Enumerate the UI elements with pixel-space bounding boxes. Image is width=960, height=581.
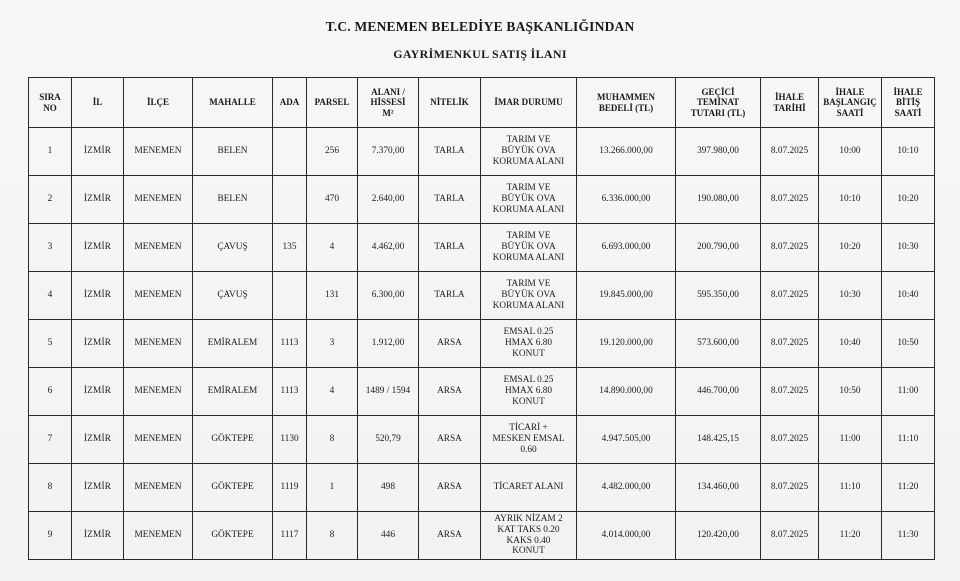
- cell-ihale-bitis: 10:20: [882, 176, 935, 224]
- column-header-line: TEMİNAT: [696, 97, 740, 108]
- cell-muhammen-bedel: 14.890.000,00: [577, 368, 676, 416]
- cell-line: AYRIK NİZAM 2: [494, 514, 563, 525]
- column-header-ihale-baslangic: [819, 78, 882, 128]
- column-header-parsel: [307, 78, 358, 128]
- cell-line: TARIM VE: [506, 279, 551, 290]
- cell-imar-durumu: [481, 128, 577, 176]
- column-header-ihale-bitis: [882, 78, 935, 128]
- column-header-line: ADA: [279, 97, 300, 108]
- cell-ilce: MENEMEN: [124, 416, 193, 464]
- column-header-line: TARİHİ: [773, 102, 806, 113]
- cell-ihale-bitis: 10:30: [882, 224, 935, 272]
- cell-line: KONUT: [512, 348, 545, 359]
- cell-line: TİCARİ +: [509, 423, 548, 434]
- column-header-line: İHALE: [774, 92, 804, 103]
- table-row: [29, 176, 935, 224]
- cell-mahalle: EMİRALEM: [193, 320, 273, 368]
- cell-il: İZMİR: [72, 224, 124, 272]
- cell-line: KORUMA ALANI: [492, 204, 565, 215]
- cell-line: HMAX 6.80: [504, 338, 552, 349]
- cell-line: BÜYÜK OVA: [501, 290, 556, 301]
- cell-ihale-tarihi: 8.07.2025: [761, 224, 819, 272]
- cell-ihale-tarihi: 8.07.2025: [761, 416, 819, 464]
- cell-mahalle: ÇAVUŞ: [193, 272, 273, 320]
- table-row: [29, 224, 935, 272]
- column-header-nitelik: [419, 78, 481, 128]
- cell-parsel: 4: [307, 224, 358, 272]
- cell-ihale-baslangic: 10:50: [819, 368, 882, 416]
- cell-sira-no: 8: [29, 464, 72, 512]
- cell-gecici-teminat: 446.700,00: [676, 368, 761, 416]
- cell-gecici-teminat: 148.425,15: [676, 416, 761, 464]
- cell-line: BÜYÜK OVA: [501, 194, 556, 205]
- cell-ada: [273, 176, 307, 224]
- cell-ada: [273, 128, 307, 176]
- cell-ilce: MENEMEN: [124, 176, 193, 224]
- cell-gecici-teminat: 120.420,00: [676, 512, 761, 560]
- cell-ihale-baslangic: 10:00: [819, 128, 882, 176]
- cell-mahalle: EMİRALEM: [193, 368, 273, 416]
- cell-ilce: MENEMEN: [124, 224, 193, 272]
- cell-ada: [273, 272, 307, 320]
- cell-imar-durumu: [481, 464, 577, 512]
- cell-imar-durumu: [481, 512, 577, 560]
- column-header-line: HİSSESİ: [370, 97, 406, 108]
- column-header-line: NO: [43, 102, 57, 113]
- cell-ilce: MENEMEN: [124, 368, 193, 416]
- cell-gecici-teminat: 595.350,00: [676, 272, 761, 320]
- cell-muhammen-bedel: 13.266.000,00: [577, 128, 676, 176]
- cell-sira-no: 7: [29, 416, 72, 464]
- cell-nitelik: ARSA: [419, 368, 481, 416]
- cell-alan: 1.912,00: [358, 320, 419, 368]
- cell-mahalle: GÖKTEPE: [193, 512, 273, 560]
- cell-gecici-teminat: 200.790,00: [676, 224, 761, 272]
- cell-nitelik: ARSA: [419, 512, 481, 560]
- cell-parsel: 1: [307, 464, 358, 512]
- column-header-muhammen-bedel: [577, 78, 676, 128]
- cell-ihale-baslangic: 11:00: [819, 416, 882, 464]
- column-header-imar-durumu: [481, 78, 577, 128]
- cell-parsel: 131: [307, 272, 358, 320]
- column-header-ihale-tarihi: [761, 78, 819, 128]
- cell-il: İZMİR: [72, 128, 124, 176]
- cell-line: EMSAL 0.25: [503, 327, 554, 338]
- cell-ihale-baslangic: 10:20: [819, 224, 882, 272]
- column-header-line: BAŞLANGIÇ: [823, 97, 877, 108]
- cell-il: İZMİR: [72, 272, 124, 320]
- cell-line: MESKEN EMSAL: [492, 434, 565, 445]
- cell-line: TARIM VE: [506, 231, 551, 242]
- cell-mahalle: BELEN: [193, 176, 273, 224]
- cell-il: İZMİR: [72, 320, 124, 368]
- cell-nitelik: ARSA: [419, 416, 481, 464]
- cell-ihale-baslangic: 11:20: [819, 512, 882, 560]
- cell-gecici-teminat: 190.080,00: [676, 176, 761, 224]
- column-header-line: SAATİ: [894, 107, 922, 118]
- cell-il: İZMİR: [72, 416, 124, 464]
- cell-ihale-bitis: 10:10: [882, 128, 935, 176]
- cell-sira-no: 5: [29, 320, 72, 368]
- column-header-line: İHALE: [893, 86, 923, 97]
- column-header-line: TUTARI (TL): [690, 107, 746, 118]
- cell-ihale-baslangic: 10:40: [819, 320, 882, 368]
- cell-sira-no: 2: [29, 176, 72, 224]
- table-row: [29, 320, 935, 368]
- column-header-line: İHALE: [835, 86, 865, 97]
- column-header-ilce: [124, 78, 193, 128]
- cell-ihale-baslangic: 10:10: [819, 176, 882, 224]
- cell-ilce: MENEMEN: [124, 272, 193, 320]
- cell-nitelik: TARLA: [419, 128, 481, 176]
- cell-parsel: 4: [307, 368, 358, 416]
- cell-ihale-baslangic: 11:10: [819, 464, 882, 512]
- column-header-line: MUHAMMEN: [597, 92, 655, 103]
- cell-nitelik: ARSA: [419, 320, 481, 368]
- column-header-line: SAATİ: [836, 107, 864, 118]
- cell-nitelik: TARLA: [419, 176, 481, 224]
- column-header-mahalle: [193, 78, 273, 128]
- column-header-gecici-teminat: [676, 78, 761, 128]
- cell-il: İZMİR: [72, 368, 124, 416]
- cell-imar-durumu: [481, 368, 577, 416]
- cell-nitelik: TARLA: [419, 224, 481, 272]
- cell-sira-no: 6: [29, 368, 72, 416]
- cell-nitelik: TARLA: [419, 272, 481, 320]
- cell-il: İZMİR: [72, 464, 124, 512]
- cell-sira-no: 9: [29, 512, 72, 560]
- column-header-alan: [358, 78, 419, 128]
- cell-ihale-bitis: 11:10: [882, 416, 935, 464]
- column-header-line: İL: [92, 97, 103, 108]
- cell-parsel: 256: [307, 128, 358, 176]
- cell-muhammen-bedel: 6.336.000,00: [577, 176, 676, 224]
- cell-gecici-teminat: 134.460,00: [676, 464, 761, 512]
- cell-sira-no: 1: [29, 128, 72, 176]
- cell-ihale-tarihi: 8.07.2025: [761, 128, 819, 176]
- cell-mahalle: BELEN: [193, 128, 273, 176]
- cell-imar-durumu: [481, 176, 577, 224]
- cell-parsel: 8: [307, 416, 358, 464]
- cell-ihale-bitis: 11:00: [882, 368, 935, 416]
- cell-imar-durumu: [481, 224, 577, 272]
- column-header-line: M²: [382, 107, 394, 118]
- column-header-line: BEDELİ (TL): [598, 102, 654, 113]
- property-sale-table: [28, 77, 935, 560]
- cell-imar-durumu: [481, 416, 577, 464]
- cell-gecici-teminat: 397.980,00: [676, 128, 761, 176]
- column-header-ada: [273, 78, 307, 128]
- cell-line: TİCARET ALANI: [493, 482, 564, 493]
- cell-ada: 135: [273, 224, 307, 272]
- cell-line: TARIM VE: [506, 183, 551, 194]
- table-row: [29, 512, 935, 560]
- table-row: [29, 464, 935, 512]
- table-row: [29, 272, 935, 320]
- table-row: [29, 368, 935, 416]
- cell-alan: 1489 / 1594: [358, 368, 419, 416]
- cell-alan: 6.300,00: [358, 272, 419, 320]
- cell-line: BÜYÜK OVA: [501, 146, 556, 157]
- cell-sira-no: 3: [29, 224, 72, 272]
- cell-sira-no: 4: [29, 272, 72, 320]
- cell-line: HMAX 6.80: [504, 386, 552, 397]
- cell-ihale-tarihi: 8.07.2025: [761, 272, 819, 320]
- cell-line: KORUMA ALANI: [492, 252, 565, 263]
- cell-muhammen-bedel: 4.482.000,00: [577, 464, 676, 512]
- cell-line: 0.60: [520, 444, 537, 455]
- cell-alan: 520,79: [358, 416, 419, 464]
- cell-line: KAT TAKS 0.20: [497, 524, 560, 535]
- column-header-line: MAHALLE: [209, 97, 256, 108]
- cell-ilce: MENEMEN: [124, 464, 193, 512]
- cell-ihale-bitis: 11:20: [882, 464, 935, 512]
- table-row: [29, 128, 935, 176]
- document-subtitle: GAYRİMENKUL SATIŞ İLANI: [393, 47, 567, 61]
- cell-muhammen-bedel: 6.693.000,00: [577, 224, 676, 272]
- cell-mahalle: ÇAVUŞ: [193, 224, 273, 272]
- cell-gecici-teminat: 573.600,00: [676, 320, 761, 368]
- cell-alan: 7.370,00: [358, 128, 419, 176]
- cell-line: TARIM VE: [506, 135, 551, 146]
- cell-ihale-tarihi: 8.07.2025: [761, 176, 819, 224]
- column-header-line: GEÇİCİ: [701, 86, 735, 97]
- cell-alan: 446: [358, 512, 419, 560]
- cell-line: KORUMA ALANI: [492, 300, 565, 311]
- table-header-row: [29, 78, 935, 128]
- cell-muhammen-bedel: 4.947.505,00: [577, 416, 676, 464]
- cell-alan: 498: [358, 464, 419, 512]
- cell-ihale-baslangic: 10:30: [819, 272, 882, 320]
- cell-ilce: MENEMEN: [124, 512, 193, 560]
- cell-nitelik: ARSA: [419, 464, 481, 512]
- cell-line: KORUMA ALANI: [492, 156, 565, 167]
- cell-ihale-bitis: 10:50: [882, 320, 935, 368]
- cell-parsel: 470: [307, 176, 358, 224]
- document-title: T.C. MENEMEN BELEDİYE BAŞKANLIĞINDAN: [325, 19, 635, 34]
- cell-line: KONUT: [512, 546, 545, 557]
- cell-alan: 4.462,00: [358, 224, 419, 272]
- cell-muhammen-bedel: 4.014.000,00: [577, 512, 676, 560]
- cell-ilce: MENEMEN: [124, 320, 193, 368]
- cell-ihale-bitis: 11:30: [882, 512, 935, 560]
- column-header-sira-no: [29, 78, 72, 128]
- column-header-line: NİTELİK: [430, 97, 469, 108]
- cell-ihale-tarihi: 8.07.2025: [761, 368, 819, 416]
- column-header-line: İMAR DURUMU: [494, 97, 563, 108]
- cell-ihale-tarihi: 8.07.2025: [761, 464, 819, 512]
- cell-ada: 1119: [273, 464, 307, 512]
- cell-ilce: MENEMEN: [124, 128, 193, 176]
- cell-muhammen-bedel: 19.845.000,00: [577, 272, 676, 320]
- cell-ada: 1117: [273, 512, 307, 560]
- cell-parsel: 3: [307, 320, 358, 368]
- cell-ihale-tarihi: 8.07.2025: [761, 512, 819, 560]
- cell-alan: 2.640,00: [358, 176, 419, 224]
- cell-ihale-bitis: 10:40: [882, 272, 935, 320]
- cell-line: BÜYÜK OVA: [501, 242, 556, 253]
- cell-ihale-tarihi: 8.07.2025: [761, 320, 819, 368]
- cell-imar-durumu: [481, 272, 577, 320]
- column-header-line: BİTİŞ: [895, 97, 921, 108]
- cell-line: KAKS 0.40: [506, 535, 551, 546]
- cell-ada: 1113: [273, 368, 307, 416]
- cell-parsel: 8: [307, 512, 358, 560]
- cell-ada: 1130: [273, 416, 307, 464]
- column-header-line: SIRA: [39, 92, 61, 103]
- table-row: [29, 416, 935, 464]
- cell-il: İZMİR: [72, 176, 124, 224]
- cell-ada: 1113: [273, 320, 307, 368]
- cell-imar-durumu: [481, 320, 577, 368]
- cell-il: İZMİR: [72, 512, 124, 560]
- cell-line: EMSAL 0.25: [503, 375, 554, 386]
- cell-mahalle: GÖKTEPE: [193, 464, 273, 512]
- column-header-line: ALANI /: [371, 86, 405, 97]
- cell-mahalle: GÖKTEPE: [193, 416, 273, 464]
- cell-muhammen-bedel: 19.120.000,00: [577, 320, 676, 368]
- cell-line: KONUT: [512, 396, 545, 407]
- column-header-line: PARSEL: [314, 97, 350, 108]
- column-header-il: [72, 78, 124, 128]
- column-header-line: İLÇE: [146, 97, 169, 108]
